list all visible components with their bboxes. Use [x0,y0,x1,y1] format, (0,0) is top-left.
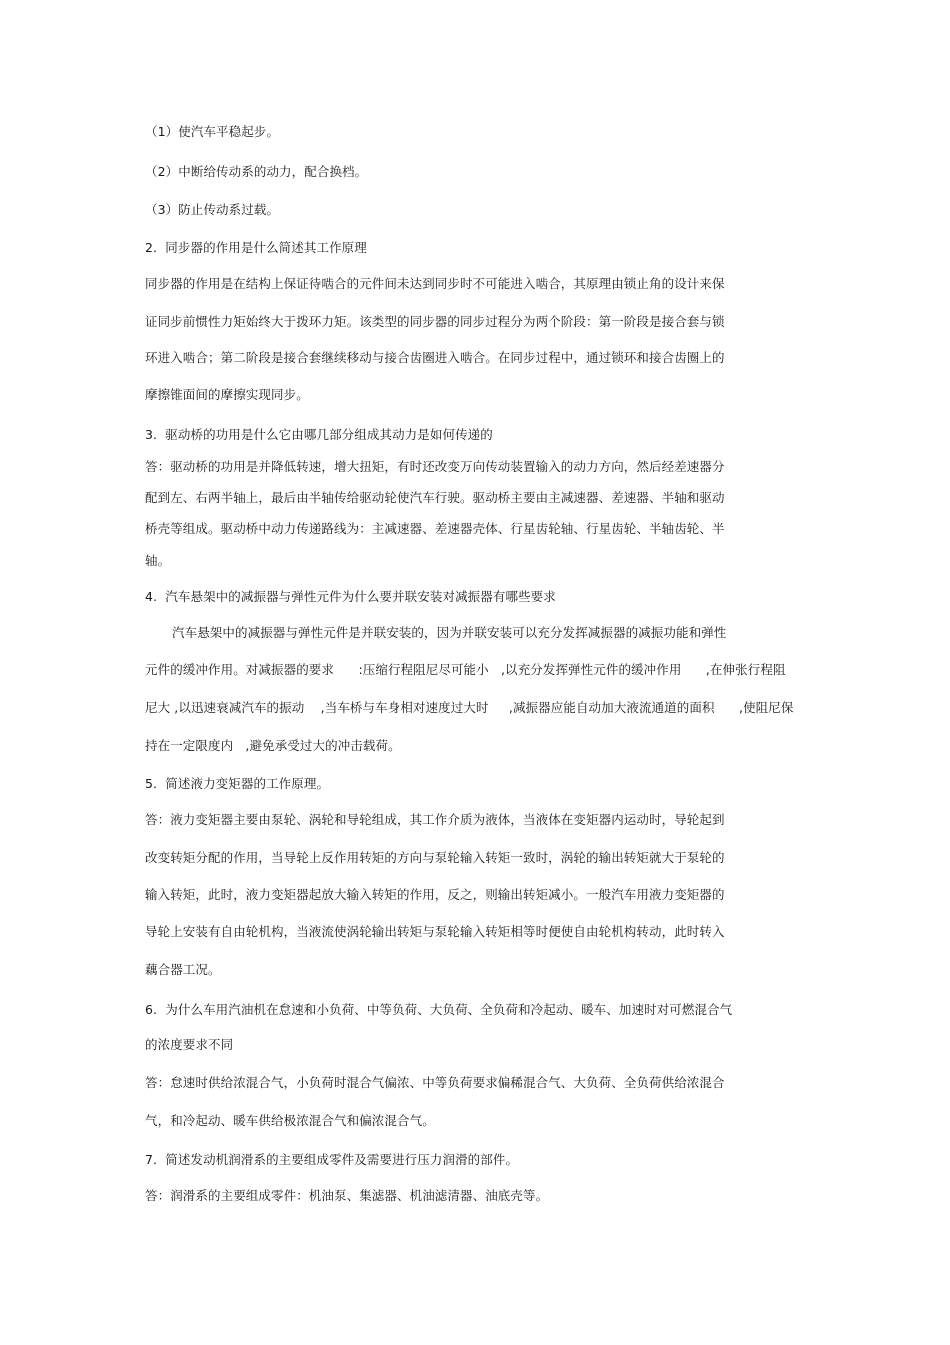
text-line: 元件的缓冲作用。对减振器的要求 :压缩行程阻尼尽可能小 ,以充分发挥弹性元件的缓冲作用 ,在伸张行程阻 [145,662,786,677]
text-line: 轴。 [145,553,171,568]
text-line: 气，和冷起动、暖车供给极浓混合气和偏浓混合气。 [145,1113,435,1128]
question-heading: 6. 为什么车用汽油机在怠速和小负荷、中等负荷、大负荷、全负荷和冷起动、暖车、加速时对可燃混合气 [145,1002,733,1017]
text-line: 的浓度要求不同 [145,1037,234,1052]
text-line: 答：润滑系的主要组成零件：机油泵、集滤器、机油滤清器、油底壳等。 [145,1188,549,1203]
text-line: （2）中断给传动系的动力，配合换档。 [145,164,368,179]
text-line: 导轮上安装有自由轮机构，当液流使涡轮输出转矩与泵轮输入转矩相等时便使自由轮机构转动，此时转入 [145,924,725,939]
question-heading: 2. 同步器的作用是什么简述其工作原理 [145,240,367,255]
question-heading: 7. 简述发动机润滑系的主要组成零件及需要进行压力润滑的部件。 [145,1152,519,1167]
question-heading: 4. 汽车悬架中的减振器与弹性元件为什么要并联安装对减振器有哪些要求 [145,589,556,604]
text-line: 配到左、右两半轴上，最后由半轴传给驱动轮使汽车行驶。驱动桥主要由主减速器、差速器、半轴和驱动 [145,490,725,505]
text-line: 持在一定限度内 ,避免承受过大的冲击载荷。 [145,738,401,753]
text-line: 同步器的作用是在结构上保证待啮合的元件间未达到同步时不可能进入啮合，其原理由锁止角的设计来保 [145,276,725,291]
text-line: 环进入啮合；第二阶段是接合套继续移动与接合齿圈进入啮合。在同步过程中，通过锁环和接合齿圈上的 [145,350,725,365]
text-line: 摩擦锥面间的摩擦实现同步。 [145,387,309,402]
text-line: 尼大 ,以迅速衰减汽车的振动 ,当车桥与车身相对速度过大时 ,减振器应能自动加大液流通道的面积 ,使阻尼保 [145,700,794,715]
text-line: （1）使汽车平稳起步。 [145,124,280,139]
text-line: 答：怠速时供给浓混合气，小负荷时混合气偏浓、中等负荷要求偏稀混合气、大负荷、全负荷供给浓混合 [145,1075,725,1090]
text-line: 桥壳等组成。驱动桥中动力传递路线为：主减速器、差速器壳体、行星齿轮轴、行星齿轮、半轴齿轮、半 [145,521,725,536]
question-heading: 3. 驱动桥的功用是什么它由哪几部分组成其动力是如何传递的 [145,427,493,442]
text-line: 藕合器工况。 [145,962,221,977]
text-line: 改变转矩分配的作用，当导轮上反作用转矩的方向与泵轮输入转矩一致时，涡轮的输出转矩就大于泵轮的 [145,850,725,865]
text-line: 输入转矩，此时，液力变矩器起放大输入转矩的作用，反之，则输出转矩减小。一般汽车用液力变矩器的 [145,887,725,902]
text-line: 汽车悬架中的减振器与弹性元件是并联安装的，因为并联安装可以充分发挥减振器的减振功能和弹性 [172,625,727,640]
text-line: 答：液力变矩器主要由泵轮、涡轮和导轮组成，其工作介质为液体，当液体在变矩器内运动时，导轮起到 [145,812,725,827]
question-heading: 5. 简述液力变矩器的工作原理。 [145,776,330,791]
text-line: （3）防止传动系过载。 [145,202,280,217]
text-line: 证同步前惯性力矩始终大于拨环力矩。该类型的同步器的同步过程分为两个阶段：第一阶段是接合套与锁 [145,314,725,329]
text-line: 答：驱动桥的功用是并降低转速，增大扭矩，有时还改变万向传动装置输入的动力方向，然后经差速器分 [145,459,725,474]
